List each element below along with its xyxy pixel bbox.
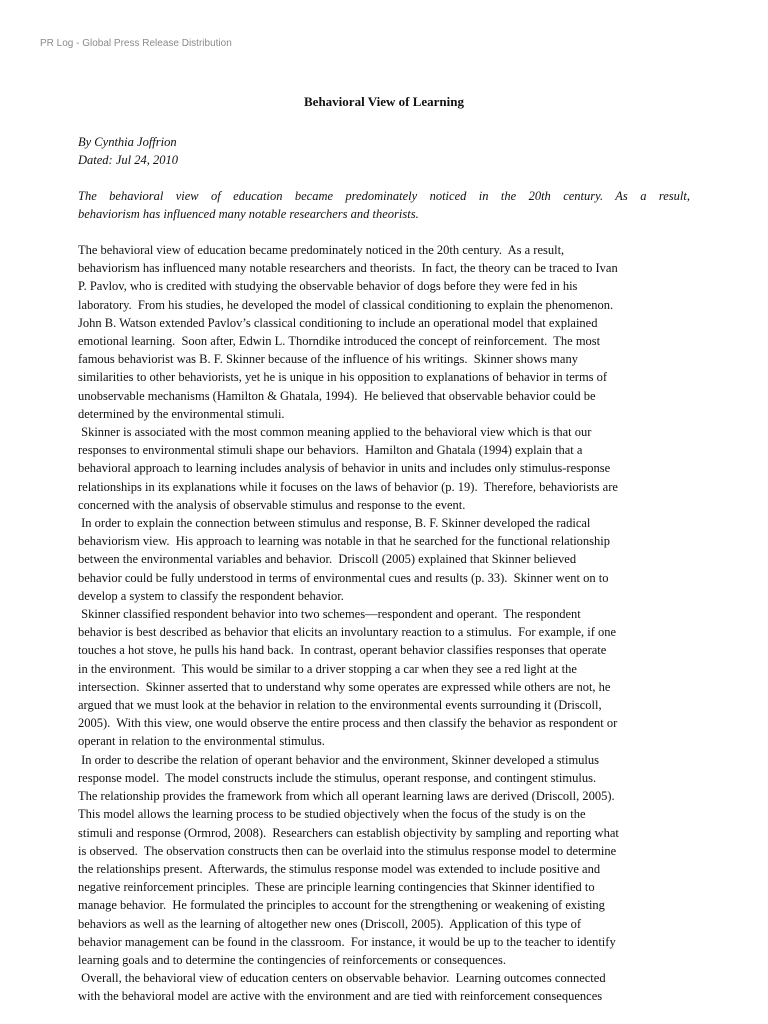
body-line: famous behaviorist was B. F. Skinner because of the influence of his writings. Skinner shows many <box>78 352 578 367</box>
body-line: is observed. The observation constructs then can be overlaid into the stimulus response model to determine <box>78 843 617 858</box>
abstract-line: behaviorism has influenced many notable researchers and theorists. <box>78 207 419 221</box>
body-line: responses to environmental stimuli shape our behaviors. Hamilton and Ghatala (1994) explain that a <box>78 443 583 458</box>
body-line: Overall, the behavioral view of education centers on observable behavior. Learning outcomes connected <box>78 971 606 986</box>
date-line: Dated: Jul 24, 2010 <box>78 153 178 167</box>
body-line: Skinner is associated with the most common meaning applied to the behavioral view which is that our <box>78 425 592 440</box>
author-line: By Cynthia Joffrion <box>78 135 177 149</box>
body-line: similarities to other behaviorists, yet he is unique in his opposition to explanations of behavior in terms of <box>78 370 608 385</box>
body-line: This model allows the learning process to be studied objectively when the focus of the study is on the <box>78 807 586 822</box>
byline <box>78 133 178 169</box>
body-line: response model. The model constructs include the stimulus, operant response, and contingent stimulus. <box>78 770 597 785</box>
abstract-line: The behavioral view of education became predominately noticed in the 20th century. As a result, <box>78 189 690 203</box>
body-line: develop a system to classify the respondent behavior. <box>78 588 344 603</box>
body-line: behaviorism view. His approach to learning was notable in that he searched for the functional relationship <box>78 534 611 549</box>
body-line: 2005). With this view, one would observe the entire process and then classify the behavior as respondent or <box>78 716 618 731</box>
body-line: argued that we must look at the behavior in relation to the environmental events surrounding it (Driscoll, <box>78 698 602 713</box>
body-line: determined by the environmental stimuli. <box>78 406 285 421</box>
body-line: behavioral approach to learning includes analysis of behavior in units and includes only stimulus-response <box>78 461 611 476</box>
body-line: with the behavioral model are active with the environment and are tied with reinforcement consequences <box>78 989 603 1004</box>
body-line: The relationship provides the framework from which all operant learning laws are derived (Driscoll, 2005). <box>78 789 615 804</box>
body-line: emotional learning. Soon after, Edwin L. Thorndike introduced the concept of reinforcement. The most <box>78 334 601 349</box>
body-line: Skinner classified respondent behavior into two schemes—respondent and operant. The respondent <box>78 607 581 622</box>
body-line: negative reinforcement principles. These are principle learning contingencies that Skinner identified to <box>78 880 595 895</box>
body-line: manage behavior. He formulated the principles to account for the strengthening or weakening of existing <box>78 898 605 913</box>
article-abstract <box>78 187 690 223</box>
body-line: learning goals and to determine the contingencies of reinforcements or consequences. <box>78 952 506 967</box>
body-line: laboratory. From his studies, he developed the model of classical conditioning to explain the phenomenon. <box>78 297 614 312</box>
body-line: in the environment. This would be similar to a driver stopping a car when they see a red light at the <box>78 661 577 676</box>
body-line: concerned with the analysis of observable stimulus and response to the event. <box>78 497 466 512</box>
body-line: In order to describe the relation of operant behavior and the environment, Skinner developed a stimulus <box>78 752 600 767</box>
body-line: behavior management can be found in the classroom. For instance, it would be up to the teacher to identify <box>78 934 616 949</box>
body-line: The behavioral view of education became predominately noticed in the 20th century. As a result, <box>78 243 565 257</box>
body-line: behaviorism has influenced many notable researchers and theorists. In fact, the theory can be traced to Ivan <box>78 261 618 276</box>
body-line: John B. Watson extended Pavlov’s classical conditioning to include an operational model that explained <box>78 315 598 330</box>
body-line: operant in relation to the environmental stimulus. <box>78 734 325 749</box>
body-line: unobservable mechanisms (Hamilton & Ghatala, 1994). He believed that observable behavior could be <box>78 388 596 403</box>
article-title: Behavioral View of Learning <box>304 94 464 109</box>
body-line: In order to explain the connection between stimulus and response, B. F. Skinner developed the radical <box>78 516 591 531</box>
body-line: the relationships present. Afterwards, the stimulus response model was extended to include positive and <box>78 861 601 876</box>
body-line: stimuli and response (Ormrod, 2008). Researchers can establish objectivity by sampling and reporting what <box>78 825 619 840</box>
body-line: between the environmental variables and behavior. Driscoll (2005) explained that Skinner believed <box>78 552 577 567</box>
body-line: behavior could be fully understood in terms of environmental cues and results (p. 33). Skinner went on to <box>78 570 609 585</box>
pr-log-header: PR Log - Global Press Release Distribution <box>40 38 232 49</box>
body-line: touches a hot stove, he pulls his hand back. In contrast, operant behavior classifies responses that operate <box>78 643 607 658</box>
body-line: intersection. Skinner asserted that to understand why some operates are expressed while others are not, he <box>78 679 611 694</box>
article-body <box>78 241 718 1006</box>
body-line: behavior is best described as behavior that elicits an involuntary reaction to a stimulus. For example, if one <box>78 625 617 640</box>
body-line: relationships in its explanations while it focuses on the laws of behavior (p. 19). Therefore, behaviorists are <box>78 479 618 494</box>
body-line: P. Pavlov, who is credited with studying the observable behavior of dogs before they were fed in his <box>78 279 578 294</box>
body-line: behaviors as well as the learning of altogether new ones (Driscoll, 2005). Application of this type of <box>78 916 581 931</box>
